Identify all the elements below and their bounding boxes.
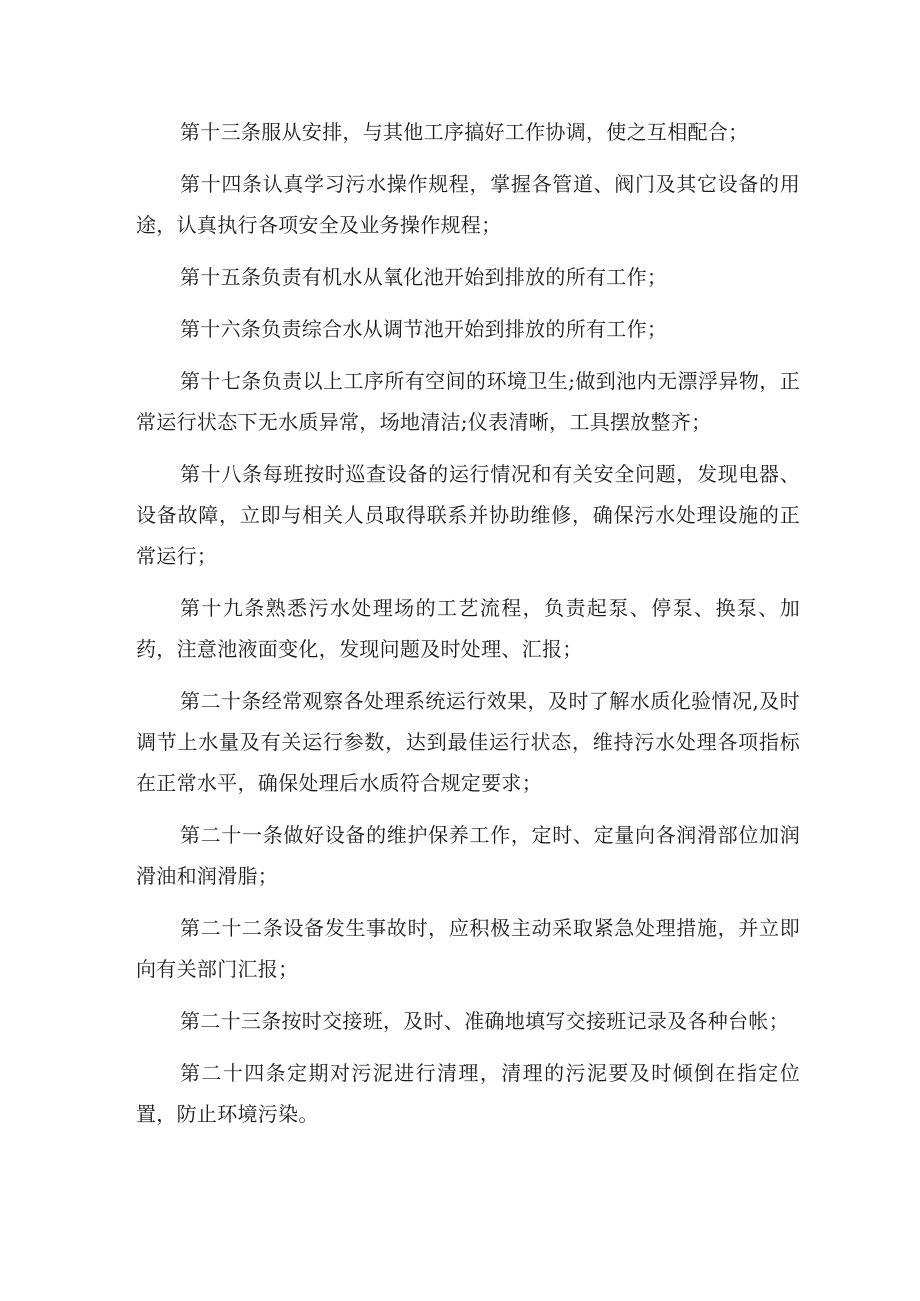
article-13: 第十三条服从安排，与其他工序搞好工作协调，使之互相配合； (180, 120, 749, 144)
article-14: 第十四条认真学习污水操作规程，掌握各管道、阀门及其它设备的用途，认真执行各项安全及业务操作规程； (136, 172, 800, 237)
article-18: 第十八条每班按时巡查设备的运行情况和有关安全问题，发现电器、设备故障，立即与相关人员取得联系并协助维修，确保污水处理设施的正常运行； (136, 462, 800, 568)
article-19: 第十九条熟悉污水处理场的工艺流程，负责起泵、停泵、换泵、加药，注意池液面变化，发现问题及时处理、汇报； (136, 596, 800, 661)
article-17: 第十七条负责以上工序所有空间的环境卫生;做到池内无漂浮异物，正常运行状态下无水质异常，场地清洁;仪表清晰，工具摆放整齐； (136, 369, 800, 434)
article-16: 第十六条负责综合水从调节池开始到排放的所有工作； (180, 317, 668, 341)
article-23: 第二十三条按时交接班，及时、准确地填写交接班记录及各种台帐； (180, 1009, 789, 1033)
article-22: 第二十二条设备发生事故时，应积极主动采取紧急处理措施，并立即向有关部门汇报； (136, 916, 800, 981)
article-21: 第二十一条做好设备的维护保养工作，定时、定量向各润滑部位加润滑油和润滑脂； (136, 823, 800, 888)
article-15: 第十五条负责有机水从氧化池开始到排放的所有工作； (180, 265, 668, 289)
document-body (136, 112, 800, 1146)
article-24: 第二十四条定期对污泥进行清理，清理的污泥要及时倾倒在指定位置，防止环境污染。 (136, 1061, 800, 1126)
article-20: 第二十条经常观察各处理系统运行效果，及时了解水质化验情况,及时调节上水量及有关运行参数，达到最佳运行状态，维持污水处理各项指标在正常水平，确保处理后水质符合规定要求； (136, 689, 800, 795)
